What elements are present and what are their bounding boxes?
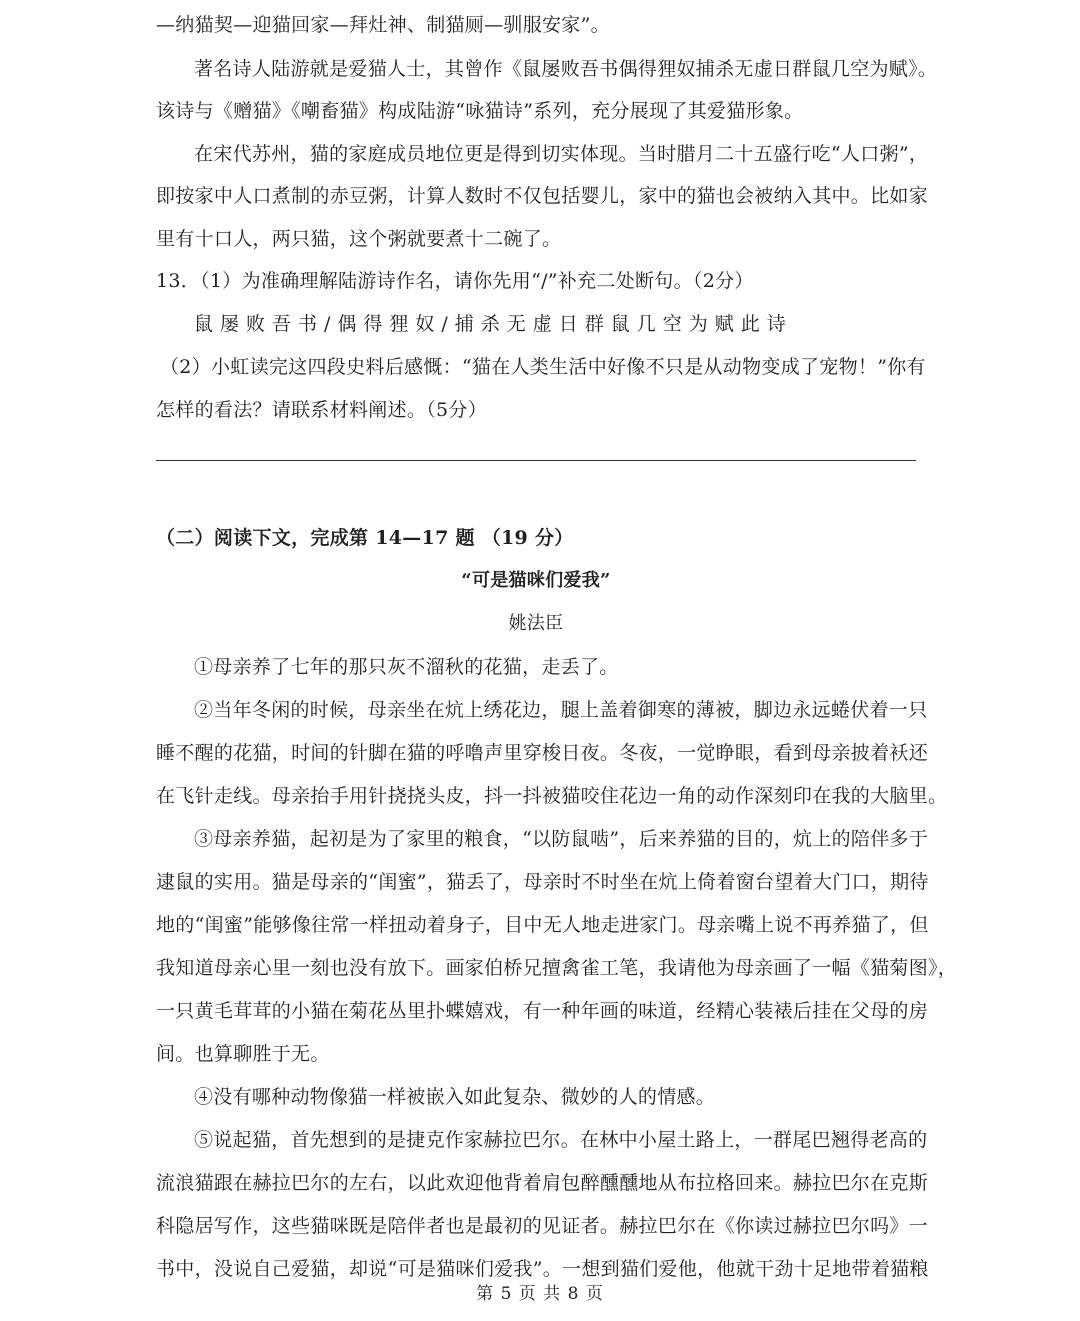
passage-line: 在宋代苏州，猫的家庭成员地位更是得到切实体现。当时腊月二十五盛行吃“人口粥”，: [194, 143, 929, 165]
passage-line: 该诗与《赠猫》《嘲畜猫》构成陆游“咏猫诗”系列，充分展现了其爱猫形象。: [156, 100, 804, 122]
question-13-part2-cont: 怎样的看法？请联系材料阐述。（5分）: [156, 399, 487, 421]
page-number: 第 5 页 共 8 页: [476, 1284, 604, 1304]
article-line: ①母亲养了七年的那只灰不溜秋的花猫，走丢了。: [194, 656, 619, 678]
article-line: ⑤说起猫，首先想到的是捷克作家赫拉巴尔。在林中小屋土路上，一群尾巴翘得老高的: [194, 1129, 928, 1151]
article-line: ④没有哪种动物像猫一样被嵌入如此复杂、微妙的人的情感。: [194, 1086, 716, 1108]
section-heading: （二）阅读下文，完成第 14—17 题 （19 分）: [156, 527, 574, 549]
article-line: 科隐居写作，这些猫咪既是陪伴者也是最初的见证者。赫拉巴尔在《你读过赫拉巴尔吗》一: [156, 1215, 929, 1237]
passage-line: 即按家中人口煮制的赤豆粥，计算人数时不仅包括婴儿，家中的猫也会被纳入其中。比如家: [156, 185, 929, 207]
article-line: 一只黄毛茸茸的小猫在菊花丛里扑蝶嬉戏，有一种年画的味道，经精心装裱后挂在父母的房: [156, 1000, 929, 1022]
article-author: 姚法臣: [508, 613, 564, 634]
article-line: 在飞针走线。母亲抬手用针挠挠头皮，抖一抖被猫咬住花边一角的动作深刻印在我的大脑里。: [156, 785, 948, 807]
passage-line: 里有十口人，两只猫，这个粥就要煮十二碗了。: [156, 228, 562, 250]
article-line: 逮鼠的实用。猫是母亲的“闺蜜”，猫丢了，母亲时不时坐在炕上倚着窗台望着大门口，期待: [156, 871, 929, 893]
question-13-part2: （2）小虹读完这四段史料后感慨：“猫在人类生活中好像不只是从动物变成了宠物！”你有: [160, 356, 926, 378]
article-line: 书中，没说自己爱猫，却说“可是猫咪们爱我”。一想到猫们爱他，他就干劲十足地带着猫粮: [156, 1258, 929, 1280]
passage-line: —纳猫契—迎猫回家—拜灶神、制猫厕—驯服安家”。: [156, 14, 610, 36]
article-line: 流浪猫跟在赫拉巴尔的左右，以此欢迎他背着肩包醉醺醺地从布拉格回来。赫拉巴尔在克斯: [156, 1172, 929, 1194]
article-line: 睡不醒的花猫，时间的针脚在猫的呼噜声里穿梭日夜。冬夜，一觉睁眼，看到母亲披着袄还: [156, 742, 929, 764]
answer-line: [156, 460, 916, 461]
passage-line: 著名诗人陆游就是爱猫人士，其曾作《鼠屡败吾书偶得狸奴捕杀无虚日群鼠几空为赋》。: [194, 58, 938, 80]
article-line: ②当年冬闲的时候，母亲坐在炕上绣花边，腿上盖着御寒的薄被，脚边永远蜷伏着一只: [194, 699, 928, 721]
article-line: 间。也算聊胜于无。: [156, 1043, 330, 1065]
article-line: 我知道母亲心里一刻也没有放下。画家伯桥兄擅禽雀工笔，我请他为母亲画了一幅《猫菊图》，: [156, 957, 958, 979]
question-13-part1: 13．（1）为准确理解陆游诗作名，请你先用“/”补充二处断句。（2分）: [156, 270, 754, 292]
article-title: “可是猫咪们爱我”: [461, 570, 611, 591]
article-line: 地的“闺蜜”能够像往常一样扭动着身子，目中无人地走进家门。母亲嘴上说不再养猫了，但: [156, 914, 929, 936]
question-13-phrase: 鼠屡败吾书/偶得狸奴/捕杀无虚日群鼠几空为赋此诗: [194, 313, 793, 335]
article-line: ③母亲养猫，起初是为了家里的粮食，“以防鼠啮”，后来养猫的目的，炕上的陪伴多于: [194, 828, 929, 850]
